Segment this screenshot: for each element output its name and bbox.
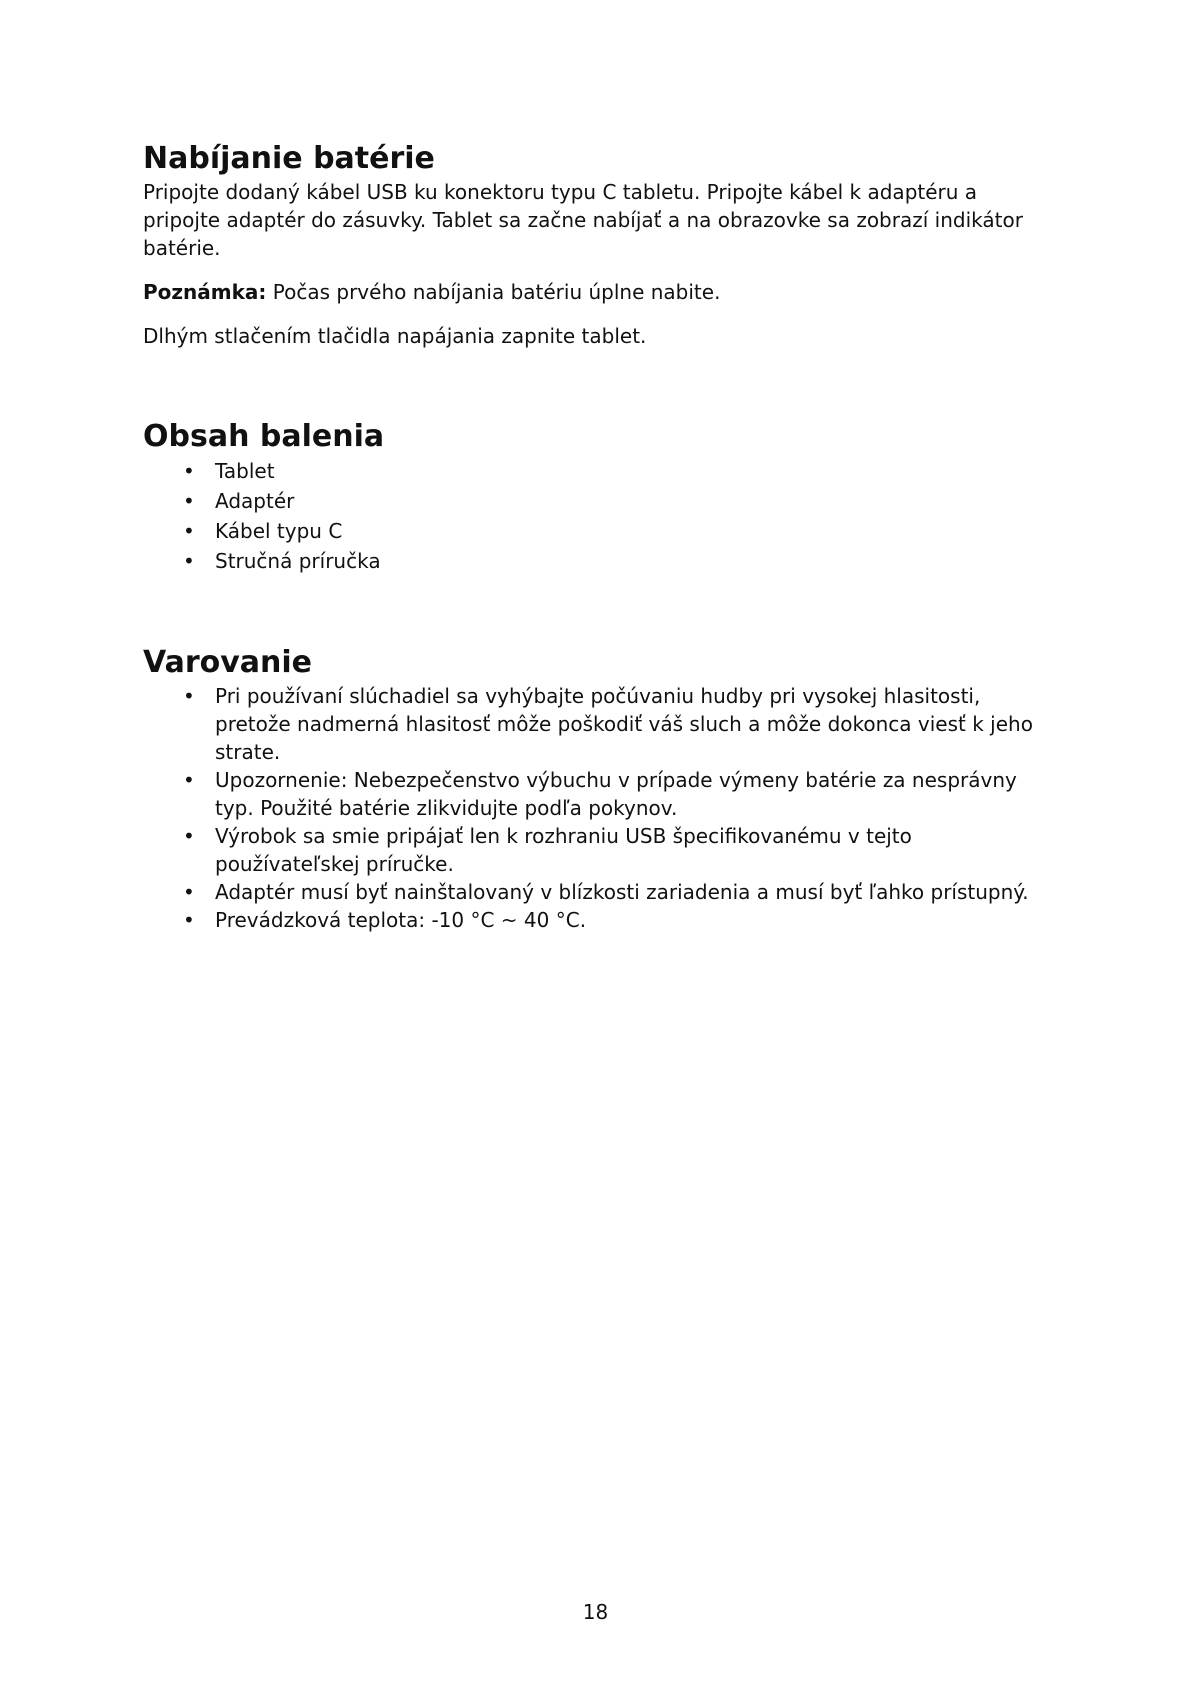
note-text: Počas prvého nabíjania batériu úplne nabite. — [266, 280, 721, 304]
bullet-icon: • — [183, 824, 195, 848]
page-content — [143, 140, 1043, 934]
list-item — [143, 486, 1043, 516]
contents-list — [143, 456, 1043, 576]
list-item-text: Kábel typu C — [215, 519, 343, 543]
warning-list — [143, 682, 1043, 934]
list-item — [143, 546, 1043, 576]
note-label: Poznámka: — [143, 280, 267, 304]
warning-section — [143, 644, 1043, 934]
bullet-icon: • — [183, 880, 195, 904]
bullet-icon: • — [183, 459, 195, 483]
list-item — [143, 906, 1043, 934]
list-item-text: Pri používaní slúchadiel sa vyhýbajte počúvaniu hudby pri vysokej hlasitosti, pretože nadmerná hlasitosť môže poškodiť váš sluch a môže dokonca viesť k jeho strate. — [215, 684, 1033, 764]
warning-heading: Varovanie — [143, 645, 313, 680]
bullet-icon: • — [183, 908, 195, 932]
charging-note — [143, 278, 1043, 306]
charging-section — [143, 140, 1043, 350]
list-item — [143, 682, 1043, 766]
charging-intro: Pripojte dodaný kábel USB ku konektoru typu C tabletu. Pripojte kábel k adaptéru a pripojte adaptér do zásuvky. Tablet sa začne nabíjať a na obrazovke sa zobrazí indikátor batérie. — [143, 180, 1023, 260]
bullet-icon: • — [183, 489, 195, 513]
list-item-text: Upozornenie: Nebezpečenstvo výbuchu v prípade výmeny batérie za nesprávny typ. Použité batérie zlikvidujte podľa pokynov. — [215, 768, 1017, 820]
power-on-instruction: Dlhým stlačením tlačidla napájania zapnite tablet. — [143, 324, 647, 348]
list-item-text: Adaptér — [215, 489, 295, 513]
list-item — [143, 822, 1043, 878]
charging-heading: Nabíjanie batérie — [143, 141, 435, 176]
list-item — [143, 766, 1043, 822]
bullet-icon: • — [183, 684, 195, 708]
package-contents-section — [143, 418, 1043, 576]
list-item-text: Prevádzková teplota: -10 °C ~ 40 °C. — [215, 908, 587, 932]
list-item-text: Tablet — [215, 459, 275, 483]
bullet-icon: • — [183, 519, 195, 543]
bullet-icon: • — [183, 549, 195, 573]
list-item-text: Stručná príručka — [215, 549, 381, 573]
contents-heading: Obsah balenia — [143, 419, 385, 454]
list-item — [143, 516, 1043, 546]
page-number: 18 — [582, 1600, 609, 1624]
list-item-text: Výrobok sa smie pripájať len k rozhraniu USB špecifikovanému v tejto používateľskej príručke. — [215, 824, 912, 876]
list-item-text: Adaptér musí byť nainštalovaný v blízkosti zariadenia a musí byť ľahko prístupný. — [215, 880, 1029, 904]
bullet-icon: • — [183, 768, 195, 792]
list-item — [143, 456, 1043, 486]
list-item — [143, 878, 1043, 906]
